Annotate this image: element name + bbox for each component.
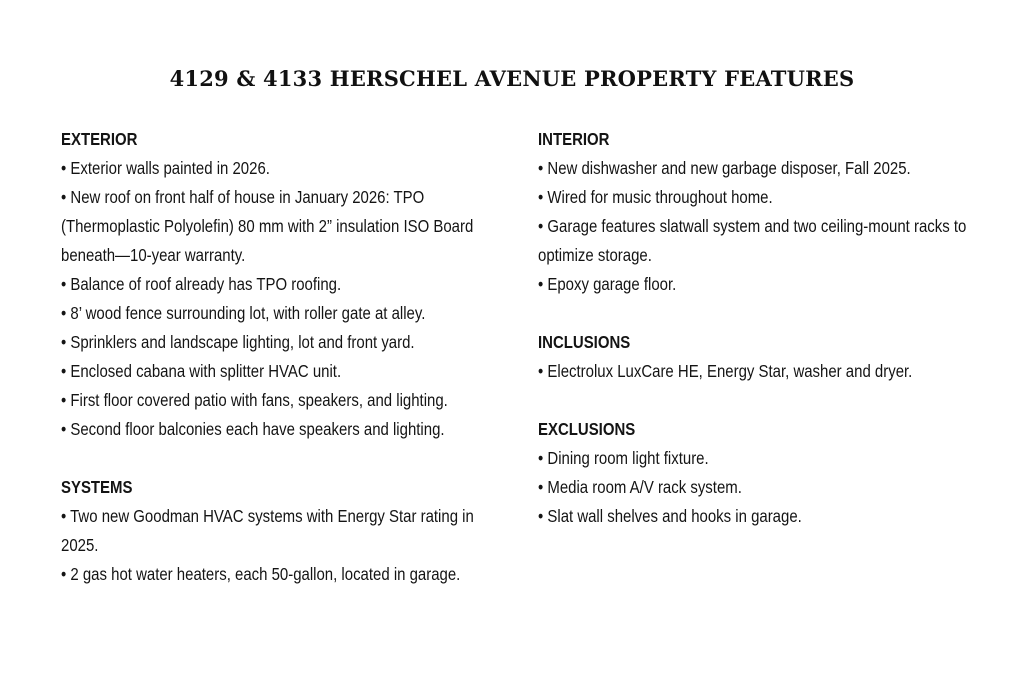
- list-item: • Dining room light fixture.: [538, 448, 709, 468]
- exterior-heading: EXTERIOR: [61, 129, 138, 149]
- list-item: • 2 gas hot water heaters, each 50-gallon, located in garage.: [61, 564, 461, 584]
- list-item: • Slat wall shelves and hooks in garage.: [538, 506, 802, 526]
- list-item: • Sprinklers and landscape lighting, lot and front yard.: [61, 332, 415, 352]
- interior-list: [538, 154, 968, 299]
- list-item: • Balance of roof already has TPO roofing.: [61, 274, 342, 294]
- list-item: • New dishwasher and new garbage disposer, Fall 2025.: [538, 158, 911, 178]
- exclusions-section: [538, 415, 968, 531]
- list-item: • Epoxy garage floor.: [538, 274, 677, 294]
- exterior-list: [61, 154, 501, 444]
- systems-list: [61, 502, 501, 589]
- list-item: • 8’ wood fence surrounding lot, with roller gate at alley.: [61, 303, 426, 323]
- list-item: • Wired for music throughout home.: [538, 187, 773, 207]
- list-item: • Enclosed cabana with splitter HVAC unit.: [61, 361, 342, 381]
- inclusions-list: [538, 357, 968, 386]
- systems-heading: SYSTEMS: [61, 477, 133, 497]
- inclusions-section: [538, 328, 968, 386]
- inclusions-heading: INCLUSIONS: [538, 332, 631, 352]
- left-column: [61, 125, 501, 618]
- exclusions-heading: EXCLUSIONS: [538, 419, 636, 439]
- interior-section: [538, 125, 968, 299]
- list-item: • Two new Goodman HVAC systems with Energy Star rating in 2025.: [61, 506, 474, 555]
- list-item: • Media room A/V rack system.: [538, 477, 742, 497]
- list-item: • Garage features slatwall system and two ceiling-mount racks to optimize storage.: [538, 216, 967, 265]
- list-item: • Second floor balconies each have speakers and lighting.: [61, 419, 445, 439]
- list-item: • First floor covered patio with fans, speakers, and lighting.: [61, 390, 448, 410]
- right-column: [538, 125, 968, 560]
- list-item: • Exterior walls painted in 2026.: [61, 158, 270, 178]
- page-title: 4129 & 4133 HERSCHEL AVENUE PROPERTY FEATURES: [169, 66, 855, 91]
- list-item: • New roof on front half of house in January 2026: TPO (Thermoplastic Polyolefin) 80 mm with 2” insulation ISO Board beneath—10-year warranty.: [61, 187, 474, 265]
- exterior-section: [61, 125, 501, 444]
- systems-section: [61, 473, 501, 589]
- list-item: • Electrolux LuxCare HE, Energy Star, washer and dryer.: [538, 361, 913, 381]
- interior-heading: INTERIOR: [538, 129, 610, 149]
- exclusions-list: [538, 444, 968, 531]
